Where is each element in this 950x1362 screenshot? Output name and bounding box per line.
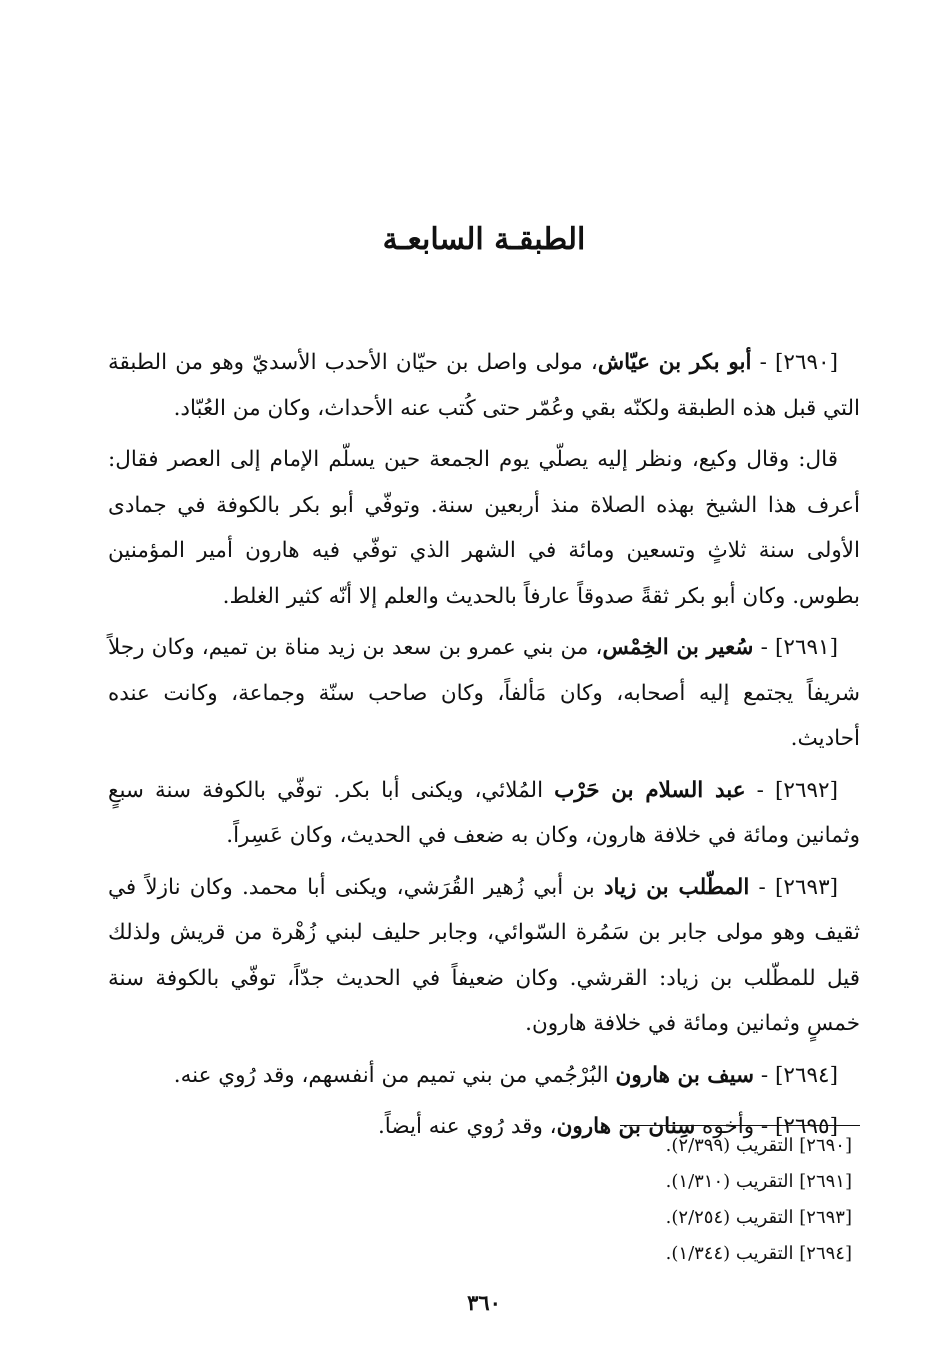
entry-text: البُرْجُمي من بني تميم من أنفسهم، وقد رُوي عنه. xyxy=(173,1062,616,1088)
entry-2692 xyxy=(108,768,860,859)
entry-text: ، وقد رُوي عنه أيضاً. xyxy=(377,1114,557,1139)
footnote-item: [٢٦٩٣] التقريب (٢/٢٥٤). xyxy=(665,1207,852,1228)
page-number: ٣٦٠ xyxy=(467,1290,501,1315)
entry-text: ، مولى واصل بن حيّان الأحدب الأسديّ وهو من الطبقة التي قبل هذه الطبقة ولكنّه بقي وعُمّر حتى كُتب عنه الأحداث، وكان من العُبّاد. xyxy=(108,350,860,421)
entry-number: [٢٦٩٣] - xyxy=(749,874,839,900)
footnote-divider xyxy=(620,1125,860,1126)
entry-name: عبد السلام بن حَرْب xyxy=(554,777,746,803)
entry-number: [٢٦٩٢] - xyxy=(745,777,838,803)
entry-name: سُعير بن الخِمْس xyxy=(602,635,754,660)
entry-number: [٢٦٩٤] - xyxy=(754,1062,838,1088)
entry-name: سيف بن هارون xyxy=(615,1062,755,1088)
entry-number: [٢٦٩٥] - xyxy=(754,1114,838,1139)
entry-2693 xyxy=(108,865,860,1047)
entry-text: بن أبي زُهير القُرَشي، ويكنى أبا محمد. وكان نازلاً في ثقيف وهو مولى جابر بن سَمُرة السّوائي، وجابر حليف لبني زُهْرة من قريش ولذلك قيل للمطّلب بن زياد: القرشي. وكان ضعيفاً في الحديث جدّاً، توفّي بالكوفة سنة خمسٍ وثمانين ومائة في خلافة هارون. xyxy=(108,874,860,1036)
entries-body xyxy=(108,340,860,1156)
footnote-item: [٢٦٩٤] التقريب (١/٣٤٤). xyxy=(665,1243,852,1264)
entry-2694 xyxy=(108,1053,860,1099)
footnote-item: [٢٦٩٠] التقريب (٢/٣٩٩). xyxy=(665,1135,852,1156)
entry-2691 xyxy=(108,625,860,762)
entry-prefix: وأخوه xyxy=(695,1114,755,1139)
entry-name: سِنان بن هارون xyxy=(556,1114,696,1139)
entry-name: المطّلب بن زياد xyxy=(603,874,750,900)
entry-number: [٢٦٩٠] - xyxy=(751,350,838,375)
footnote-item: [٢٦٩١] التقريب (١/٣١٠). xyxy=(665,1171,852,1192)
entry-name: أبو بكر بن عيّاش xyxy=(597,350,752,375)
entry-number: [٢٦٩١] - xyxy=(753,635,838,660)
entry-text: المُلائي، ويكنى أبا بكر. توفّي بالكوفة سنة سبعٍ وثمانين ومائة في خلافة هارون، وكان به ضعف في الحديث، وكان عَسِراً. xyxy=(108,777,860,848)
entry-text: قال: وقال وكيع، ونظر إليه يصلّي يوم الجمعة حين يسلّم الإمام إلى العصر فقال: أعرف هذا الشيخ بهذه الصلاة منذ أربعين سنة. وتوفّي أبو بكر بالكوفة في جمادى الأولى سنة ثلاثٍ وتسعين ومائة في الشهر الذي توفّي فيه هارون أمير المؤمنين بطوس. وكان أبو بكر ثقةً صدوقاً عارفاً بالحديث والعلم إلا أنّه كثير الغلط. xyxy=(108,447,860,609)
page xyxy=(108,0,860,1362)
chapter-title: الطبقـة السابعـة xyxy=(382,222,586,257)
entry-2690-continuation xyxy=(108,437,860,619)
entry-2690 xyxy=(108,340,860,431)
footnotes xyxy=(108,1128,860,1272)
entry-text: ، من بني عمرو بن سعد بن زيد مناة بن تميم، وكان رجلاً شريفاً يجتمع إليه أصحابه، وكان مَألفاً، وكان صاحب سنّة وجماعة، وكانت عنده أحاديث. xyxy=(108,635,860,751)
